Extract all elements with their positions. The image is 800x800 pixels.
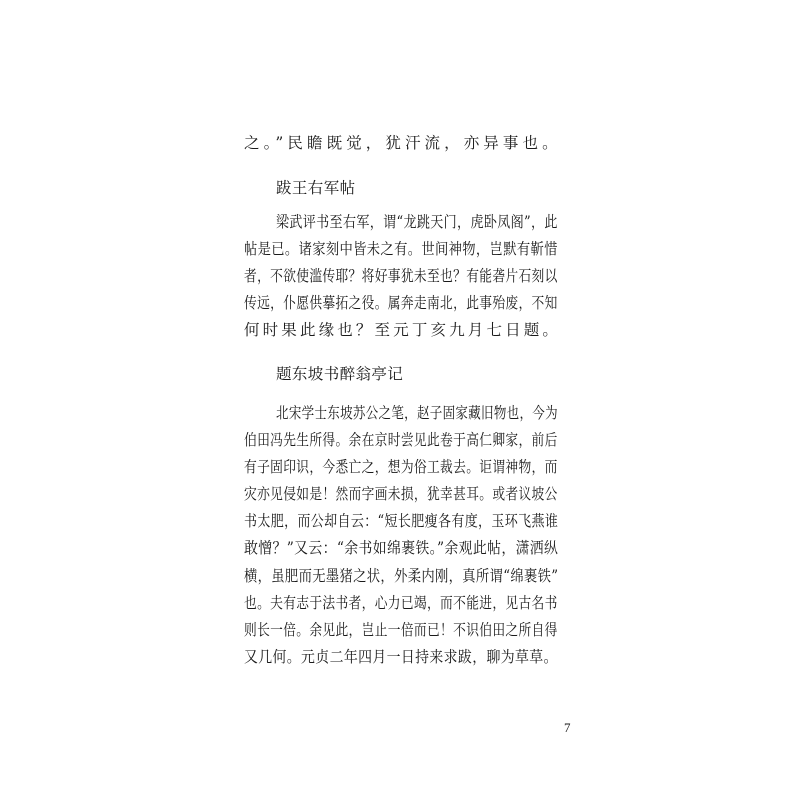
paragraph-line: 之。”民瞻既觉，犹汗流，亦异事也。 [244, 134, 562, 152]
paragraph-line: 伯田冯先生所得。余在京时尝见此卷于高仁卿家，前后 [244, 431, 558, 449]
paragraph-line: 帖是已。诸家刻中皆未之有。世间神物，岂默有靳惜 [244, 240, 558, 258]
paragraph-line: 书太肥，而公却自云：“短长肥瘦各有度，玉环飞燕谁 [244, 512, 559, 530]
paragraph-line: 横，虽肥而无墨猪之状，外柔内刚，真所谓“绵裹铁” [244, 567, 559, 585]
paragraph-line: 灾亦见侵如是！然而字画未损，犹幸甚耳。或者议坡公 [244, 485, 558, 503]
paragraph-line: 则长一倍。余见此，岂止一倍而已！不识伯田之所自得 [244, 621, 558, 639]
section-title: 题东坡书醉翁亭记 [276, 365, 404, 383]
paragraph-line: 者，不欲使滥传耶？将好事犹未至也？有能砻片石刻以 [244, 267, 558, 285]
paragraph-line: 也。夫有志于法书者，心力已竭，而不能进，见古名书 [244, 594, 558, 612]
paragraph-line: 传远，仆愿供摹拓之役。属奔走南北，此事殆废，不知 [244, 294, 558, 312]
page-number: 7 [564, 720, 571, 735]
section-title: 跋王右军帖 [276, 179, 356, 197]
paragraph-line: 又几何。元贞二年四月一日持来求跋，聊为草草。 [244, 648, 558, 666]
paragraph-line: 何时果此缘也？至元丁亥九月七日题。 [244, 321, 562, 339]
paragraph-line: 有子固印识，今悉亡之，想为俗工裁去。讵谓神物，而 [244, 458, 558, 476]
paragraph-line: 梁武评书至右军，谓“龙跳天门，虎卧凤阁”，此 [276, 213, 558, 231]
paragraph-line: 敢憎？”又云：“余书如绵裹铁。”余观此帖，潇洒纵 [244, 539, 559, 557]
paragraph-line: 北宋学士东坡苏公之笔，赵子固家藏旧物也，今为 [276, 404, 558, 422]
